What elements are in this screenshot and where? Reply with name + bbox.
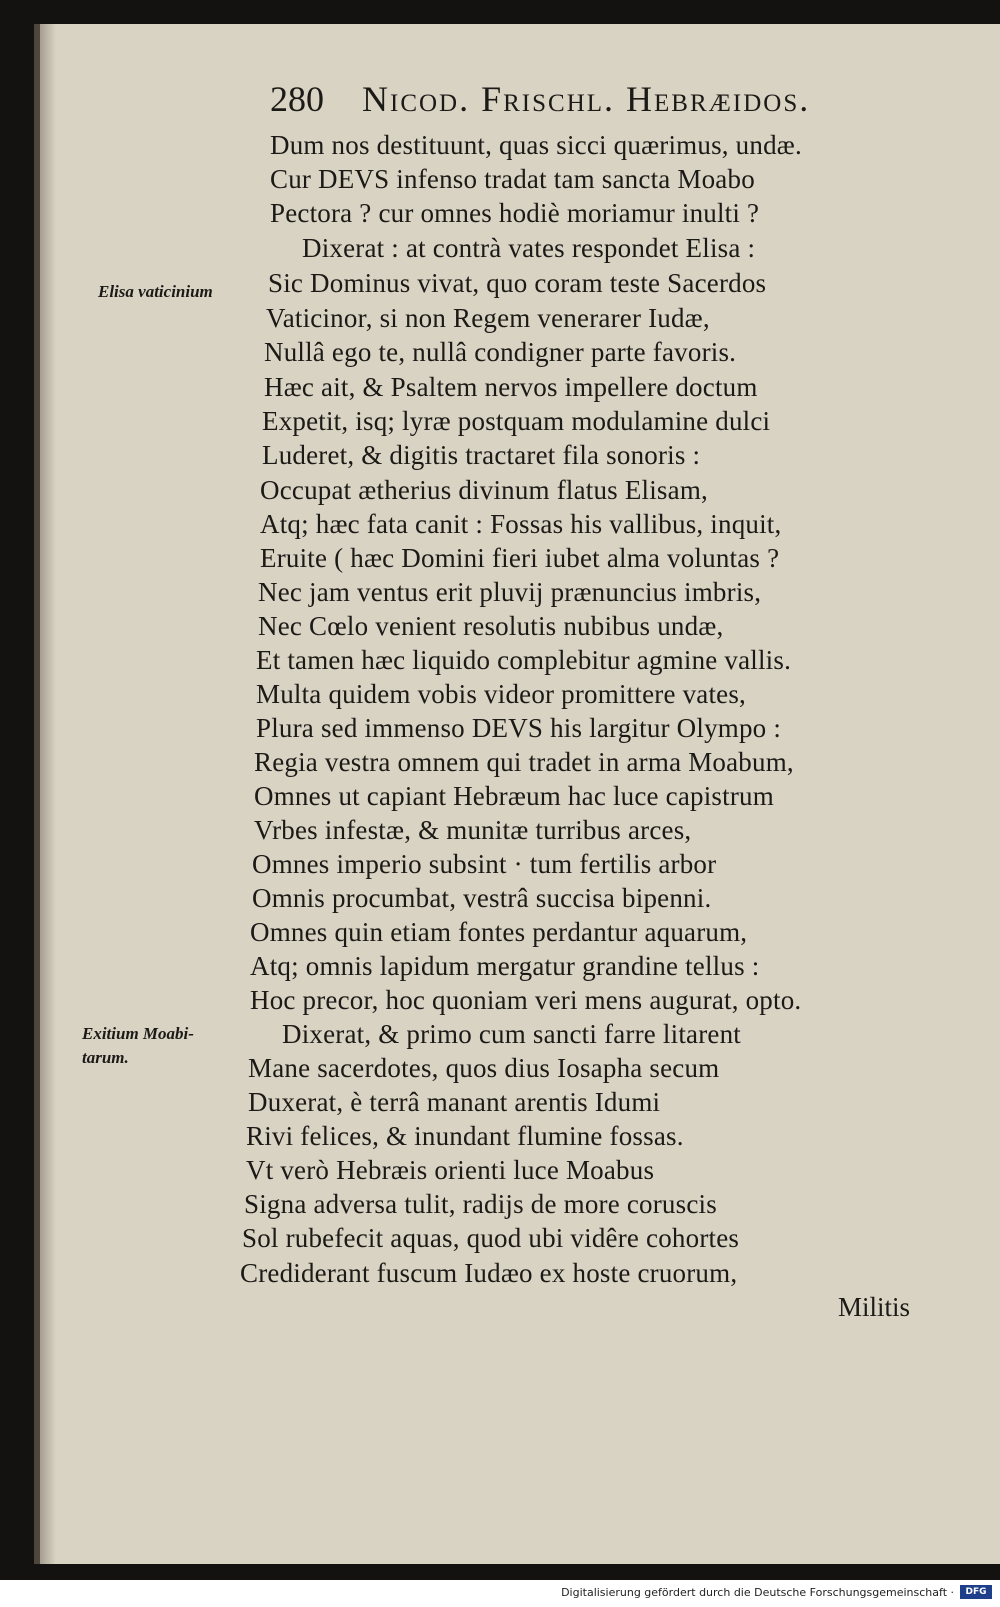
running-title: Nicod. Frischl. Hebræidos.: [362, 79, 811, 119]
verse-line: Signa adversa tulit, radijs de more coruscis: [244, 1189, 717, 1219]
verse-line: Vaticinor, si non Regem venerarer Iudæ,: [266, 303, 710, 333]
verse-line: Sic Dominus vivat, quo coram teste Sacerdos: [268, 268, 767, 298]
verse-line: Occupat ætherius divinum flatus Elisam,: [260, 475, 708, 505]
dfg-logo-icon: DFG: [960, 1585, 992, 1599]
verse-line: Omnes quin etiam fontes perdantur aquarum,: [250, 917, 748, 947]
marginal-note-exitium-cont: tarum.: [82, 1048, 129, 1067]
verse-line: Expetit, isq; lyræ postquam modulamine dulci: [262, 406, 771, 436]
verse-line: Pectora ? cur omnes hodiè moriamur inulti ?: [270, 198, 760, 228]
verse-line: Nullâ ego te, nullâ condigner parte favoris.: [264, 337, 737, 367]
verse-line: Sol rubefecit aquas, quod ubi vidêre cohortes: [242, 1223, 740, 1253]
verse-line: Nec jam ventus erit pluvij prænuncius imbris,: [258, 577, 762, 607]
verse-line: Dixerat : at contrà vates respondet Elisa :: [302, 233, 756, 263]
verse-line: Regia vestra omnem qui tradet in arma Moabum,: [254, 747, 794, 777]
verse-line: Vrbes infestæ, & munitæ turribus arces,: [254, 815, 692, 845]
verse-line: Omnis procumbat, vestrâ succisa bipenni.: [252, 883, 712, 913]
verse-line: Omnes imperio subsint · tum fertilis arbor: [252, 849, 717, 879]
verse-line: Et tamen hæc liquido complebitur agmine vallis.: [256, 645, 792, 675]
verse-line: Eruite ( hæc Domini fieri iubet alma voluntas ?: [260, 543, 780, 573]
verse-line: Crediderant fuscum Iudæo ex hoste cruorum,: [240, 1258, 738, 1288]
verse-line: Mane sacerdotes, quos dius Iosapha secum: [248, 1053, 720, 1083]
verse-line: Hæc ait, & Psaltem nervos impellere doctum: [264, 372, 758, 402]
verse-line: Dixerat, & primo cum sancti farre litarent: [282, 1019, 741, 1049]
catchword: Militis: [838, 1292, 911, 1322]
verse-line: Vt verò Hebræis orienti luce Moabus: [246, 1155, 655, 1185]
funding-credit: Digitalisierung gefördert durch die Deutsche Forschungsgemeinschaft ·: [561, 1586, 954, 1599]
verse-line: Luderet, & digitis tractaret fila sonoris :: [262, 440, 701, 470]
marginal-note-exitium: Exitium Moabi-: [82, 1024, 194, 1043]
verse-line: Plura sed immenso DEVS his largitur Olympo :: [256, 713, 782, 743]
verse-line: Nec Cœlo venient resolutis nubibus undæ,: [258, 611, 724, 641]
footer-bar: [0, 1580, 1000, 1607]
verse-line: Duxerat, è terrâ manant arentis Idumi: [248, 1087, 661, 1117]
verse-line: Multa quidem vobis videor promittere vates,: [256, 679, 746, 709]
page-number: 280: [270, 79, 324, 119]
verse-line: Dum nos destituunt, quas sicci quærimus, undæ.: [270, 130, 802, 160]
verse-line: Atq; omnis lapidum mergatur grandine tellus :: [250, 951, 760, 981]
verse-line: Omnes ut capiant Hebræum hac luce capistrum: [254, 781, 774, 811]
verse-line: Cur DEVS infenso tradat tam sancta Moabo: [270, 164, 755, 194]
verse-line: Atq; hæc fata canit : Fossas his vallibus, inquit,: [260, 509, 782, 539]
verse-line: Rivi felices, & inundant flumine fossas.: [246, 1121, 684, 1151]
marginal-note-elisa: Elisa vaticinium: [98, 282, 213, 301]
verse-line: Hoc precor, hoc quoniam veri mens augurat, opto.: [250, 985, 802, 1015]
